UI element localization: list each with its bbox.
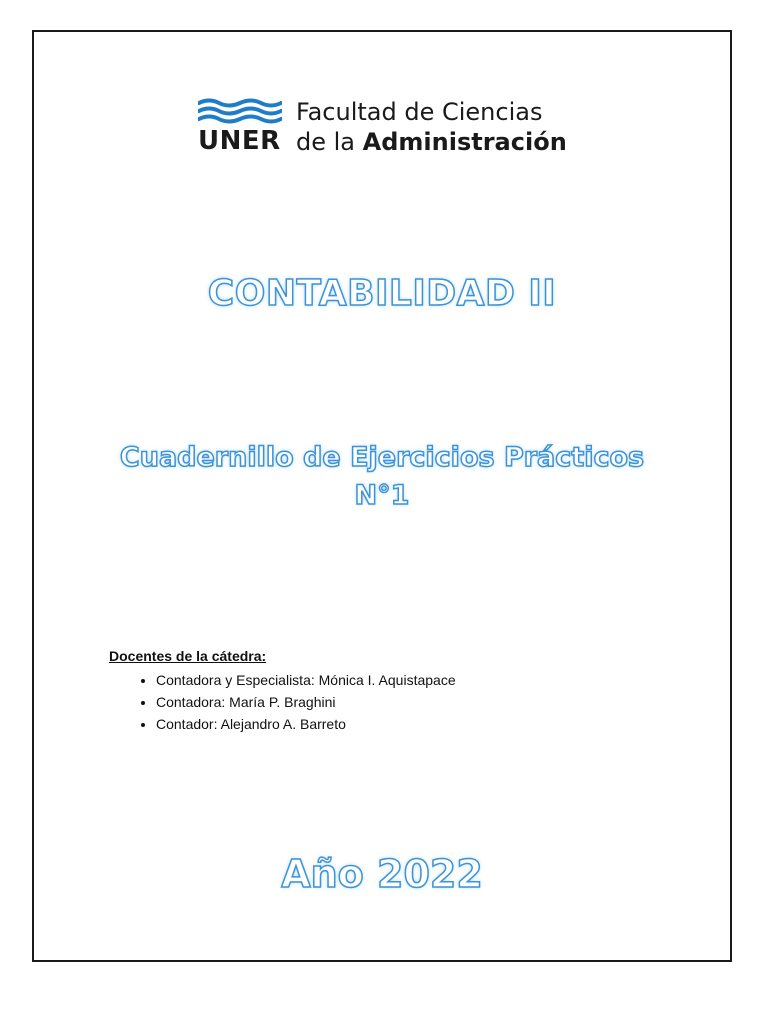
logo-faculty-line2-prefix: de la: [296, 128, 356, 156]
teacher-item: • Contador: Alejandro A. Barreto: [156, 713, 629, 735]
uner-logo: [198, 96, 567, 162]
teacher-item: • Contadora y Especialista: Mónica I. Aquistapace: [156, 669, 629, 691]
logo-faculty-line2-bold: Administración: [362, 128, 567, 156]
document-title: CONTABILIDAD II: [207, 273, 557, 314]
logo-faculty-line1: Facultad de Ciencias: [296, 98, 543, 126]
document-subtitle: Cuadernillo de Ejercicios Prácticos: [119, 442, 645, 473]
logo-faculty-line2: [296, 128, 567, 156]
teacher-item: • Contadora: María P. Braghini: [156, 691, 629, 713]
teachers-section: [109, 646, 629, 735]
teachers-heading: Docentes de la cátedra:: [109, 648, 267, 664]
teachers-list: [109, 669, 629, 735]
logo-acronym: UNER: [198, 126, 281, 156]
document-year: Año 2022: [281, 852, 483, 896]
waves-icon: [198, 98, 282, 124]
document-subtitle-number: N°1: [354, 480, 410, 511]
